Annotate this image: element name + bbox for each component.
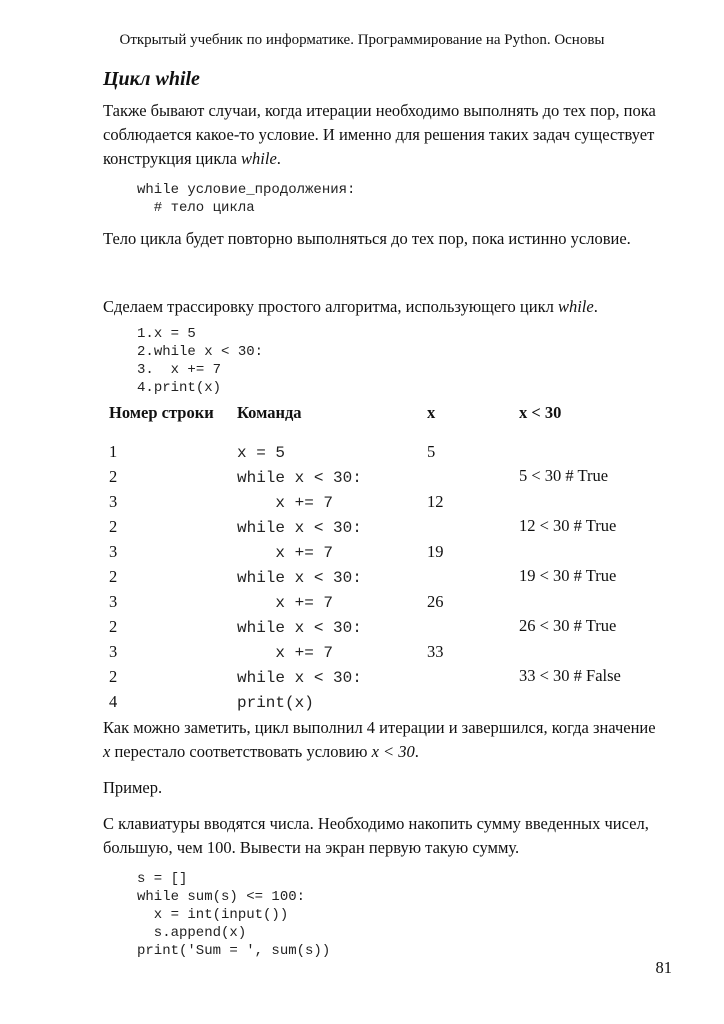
section-heading: Цикл while: [103, 68, 200, 90]
row-x: 26: [427, 592, 444, 611]
algorithm-line: 4.print(x): [137, 380, 222, 396]
table-row: [109, 437, 689, 462]
table-row: [109, 637, 689, 662]
algorithm-line: 1.x = 5: [137, 326, 196, 342]
row-condition: 19 < 30 # True: [519, 566, 617, 585]
row-x: [427, 687, 519, 712]
intro-keyword: while: [241, 149, 277, 168]
row-line: 2: [109, 517, 118, 536]
table-row: [109, 537, 689, 562]
row-line: 2: [109, 567, 118, 586]
example-label: Пример.: [103, 778, 163, 797]
example-code-block: [137, 870, 683, 960]
header-condition: x < 30: [519, 403, 562, 422]
row-line: 2: [109, 667, 118, 686]
row-line: 3: [109, 542, 118, 561]
row-command: x += 7: [237, 594, 334, 612]
table-row: [109, 512, 689, 537]
row-line: 2: [109, 617, 118, 636]
table-row: [109, 612, 689, 637]
row-line: 4: [109, 692, 118, 711]
page-content: [103, 68, 683, 960]
conclusion-condition: x < 30: [371, 742, 415, 761]
syntax-code-block: [137, 181, 683, 217]
header-x: x: [427, 403, 436, 422]
intro-line: соблюдается какое-то условие. И именно для решения таких задач существует: [103, 125, 655, 144]
row-command: while x < 30:: [237, 469, 362, 487]
conclusion-paragraph: Как можно заметить, цикл выполнил 4 итерации и завершился, когда значение x перестало соответствовать условию x < 30.: [103, 718, 656, 761]
conclusion-text: перестало соответствовать условию: [114, 742, 368, 761]
row-command: x = 5: [237, 444, 286, 462]
algorithm-line: 2.while x < 30:: [137, 344, 264, 360]
header-command: Команда: [237, 403, 302, 422]
code-line: s.append(x): [137, 925, 247, 941]
row-x: [427, 662, 519, 687]
conclusion-text: Как можно заметить, цикл выполнил 4 итерации и завершился, когда значение: [103, 718, 656, 737]
row-condition: 33 < 30 # False: [519, 666, 621, 685]
running-header: Открытый учебник по информатике. Программирование на Python. Основы: [119, 32, 605, 48]
row-condition: [519, 637, 689, 662]
table-row: [109, 462, 689, 487]
intro-paragraph: Также бывают случаи, когда итерации необходимо выполнять до тех пор, пока соблюдается какое-то условие. И именно для решения таких задач существует конструкция цикла while.: [103, 101, 656, 168]
row-condition: [519, 537, 689, 562]
task-line: большую, чем 100. Вывести на экран первую такую сумму.: [103, 838, 520, 857]
row-command: while x < 30:: [237, 669, 362, 687]
row-x: 12: [427, 492, 444, 511]
trace-table-header: [109, 403, 689, 437]
row-condition: 26 < 30 # True: [519, 616, 617, 635]
row-command: print(x): [237, 694, 314, 712]
algorithm-listing: [103, 325, 683, 397]
page-number: 81: [655, 958, 672, 977]
task-paragraph: [103, 812, 683, 860]
code-line: s = []: [137, 871, 188, 887]
trace-intro-paragraph: Сделаем трассировку простого алгоритма, использующего цикл while.: [103, 297, 598, 316]
conclusion-variable: x: [103, 742, 111, 761]
code-line: print('Sum = ', sum(s)): [137, 943, 331, 959]
row-x: 33: [427, 642, 444, 661]
row-line: 3: [109, 492, 118, 511]
row-command: x += 7: [237, 644, 334, 662]
row-x: [427, 462, 519, 487]
row-x: 19: [427, 542, 444, 561]
row-condition: 12 < 30 # True: [519, 516, 617, 535]
row-command: while x < 30:: [237, 619, 362, 637]
row-command: while x < 30:: [237, 569, 362, 587]
code-line: while условие_продолжения:: [137, 182, 356, 198]
row-line: 1: [109, 442, 118, 461]
row-line: 3: [109, 642, 118, 661]
table-row: [109, 687, 689, 712]
trace-intro-keyword: while: [557, 297, 594, 316]
task-line: С клавиатуры вводятся числа. Необходимо накопить сумму введенных чисел,: [103, 814, 649, 833]
row-x: [427, 512, 519, 537]
table-row: [109, 662, 689, 687]
row-command: while x < 30:: [237, 519, 362, 537]
row-x: [427, 562, 519, 587]
code-line: # тело цикла: [137, 200, 255, 216]
table-row: [109, 562, 689, 587]
intro-line: конструкция цикла: [103, 149, 237, 168]
intro-line: Также бывают случаи, когда итерации необходимо выполнять до тех пор, пока: [103, 101, 656, 120]
row-condition: 5 < 30 # True: [519, 466, 609, 485]
table-row: [109, 487, 689, 512]
row-command: x += 7: [237, 494, 334, 512]
body-repeat-paragraph: Тело цикла будет повторно выполняться до тех пор, пока истинно условие.: [103, 229, 631, 248]
row-condition: [519, 437, 689, 462]
row-command: x += 7: [237, 544, 334, 562]
row-condition: [519, 487, 689, 512]
table-row: [109, 587, 689, 612]
row-condition: [519, 587, 689, 612]
code-line: x = int(input()): [137, 907, 289, 923]
trace-table: [109, 403, 689, 712]
row-x: 5: [427, 442, 436, 461]
algorithm-line: 3. x += 7: [137, 362, 222, 378]
row-x: [427, 612, 519, 637]
header-line-number: Номер строки: [109, 403, 214, 422]
trace-intro-text: Сделаем трассировку простого алгоритма, использующего цикл: [103, 297, 554, 316]
code-line: while sum(s) <= 100:: [137, 889, 306, 905]
row-condition: [519, 687, 689, 712]
row-line: 3: [109, 592, 118, 611]
row-line: 2: [109, 467, 118, 486]
